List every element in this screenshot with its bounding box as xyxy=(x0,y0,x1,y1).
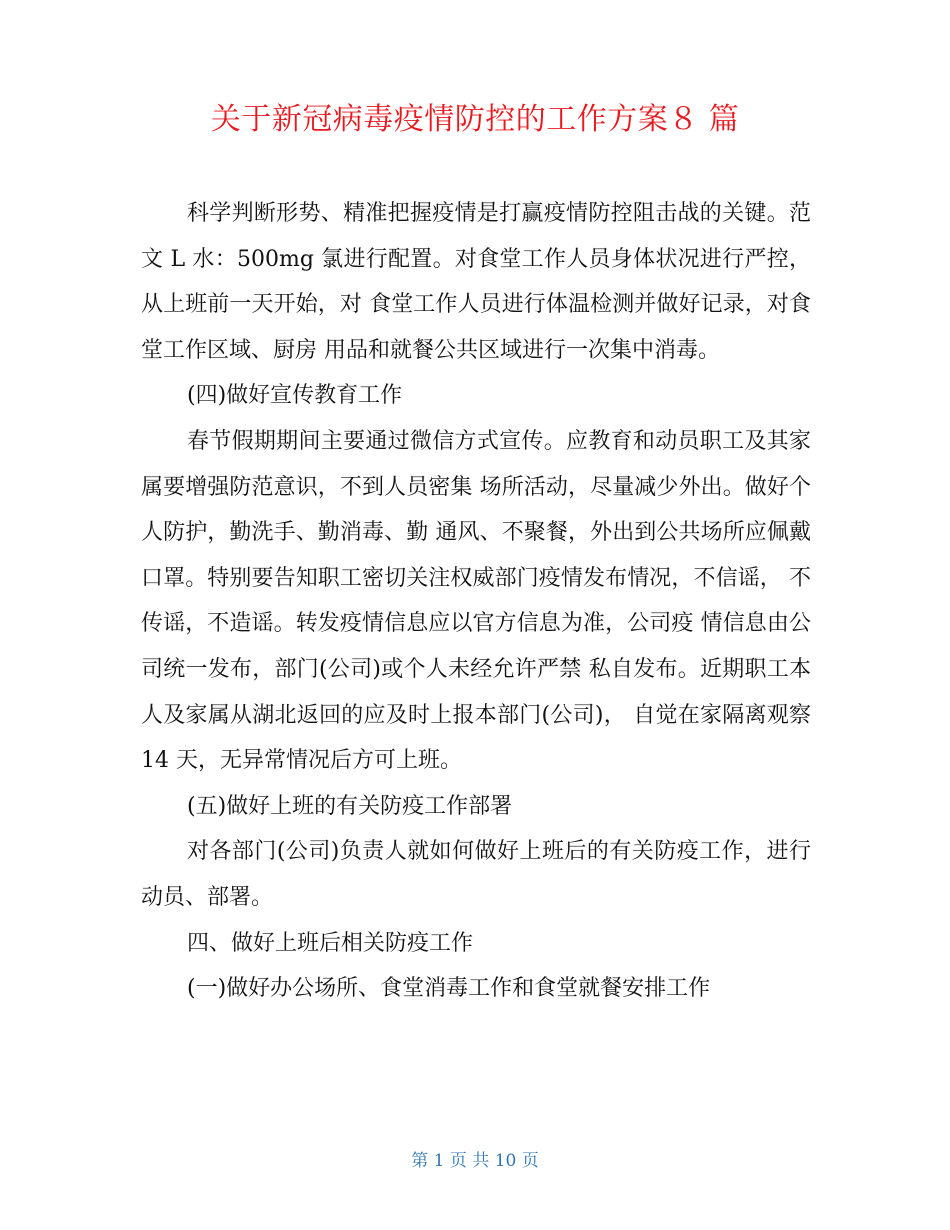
section-heading-after-work: 四、做好上班后相关防疫工作 xyxy=(187,930,474,956)
section-heading-deployment: (五)做好上班的有关防疫工作部署 xyxy=(187,793,513,819)
paragraph-deployment: 对各部门(公司)负责人就如何做好上班后的有关防疫工作，进行动员、部署。 xyxy=(141,839,811,910)
paragraph-intro: 科学判断形势、精准把握疫情是打赢疫情防控阻击战的关键。范文 L 水：500mg 氯进行配置。对食堂工作人员身体状况进行严控，从上班前一天开始，对 食堂工作人员进行体温检测并做好记录，对食堂工作区域、厨房 用品和就餐公共区域进行一次集中消毒。 xyxy=(141,201,811,363)
section-heading-publicity: (四)做好宣传教育工作 xyxy=(187,383,403,409)
page-number-footer: 第 1 页 共 10 页 xyxy=(411,1151,539,1171)
paragraph-publicity: 春节假期期间主要通过微信方式宣传。应教育和动员职工及其家属要增强防范意识，不到人员密集 场所活动，尽量减少外出。做好个人防护，勤洗手、勤消毒、勤 通风、不聚餐，外出到公共场所应佩戴口罩。特别要告知职工密切关注权威部门疫情发布情况，不信谣， 不传谣，不造谣。转发疫情信息应以官方信息为准，公司疫 情信息由公司统一发布，部门(公司)或个人未经允许严禁 私自发布。近期职工本人及家属从湖北返回的应及时上报本部门(公司)， 自觉在家隔离观察 14 天，无异常情况后方可上班。 xyxy=(141,428,811,774)
document-body xyxy=(141,191,811,1012)
section-heading-disinfection: (一)做好办公场所、食堂消毒工作和食堂就餐安排工作 xyxy=(187,976,711,1002)
document-title: 关于新冠病毒疫情防控的工作方案８ 篇 xyxy=(210,102,740,137)
